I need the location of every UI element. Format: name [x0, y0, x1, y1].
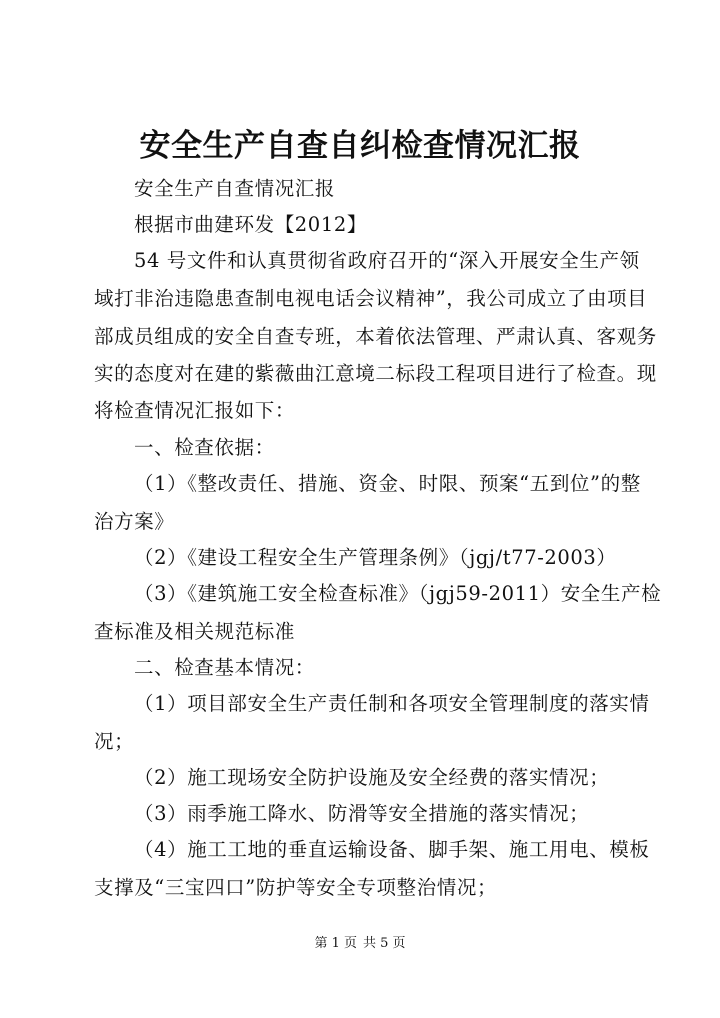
body-line: 54 号文件和认真贯彻省政府召开的“深入开展安全生产领: [134, 249, 640, 272]
document-title: 安全生产自查自纠检查情况汇报: [139, 128, 581, 164]
basis-item: （1）《整改责任、措施、资金、时限、预案“五到位”的整: [134, 472, 641, 495]
page-number: 第 1 页: [314, 936, 357, 951]
basis-line: 根据市曲建环发【2012】: [134, 213, 367, 236]
section-heading: 一、检查依据：: [134, 436, 275, 459]
basis-item-continuation: 治方案》: [94, 510, 175, 533]
inspection-item: （1）项目部安全生产责任制和各项安全管理制度的落实情: [134, 692, 650, 715]
inspection-item: （2）施工现场安全防护设施及安全经费的落实情况；: [134, 766, 610, 789]
section-heading: 二、检查基本情况：: [134, 656, 315, 679]
inspection-item-continuation: 支撑及“三宝四口”防护等安全专项整治情况；: [94, 876, 498, 899]
subtitle-line: 安全生产自查情况汇报: [134, 177, 336, 200]
basis-item: （3）《建筑施工安全检查标准》（jgj59-2011）安全生产检: [134, 582, 662, 605]
body-line: 部成员组成的安全自查专班，本着依法管理、严肃认真、客观务: [94, 325, 657, 348]
basis-item: （2）《建设工程安全生产管理条例》（jgj/t77-2003）: [134, 546, 617, 569]
inspection-item: （4）施工工地的垂直运输设备、脚手架、施工用电、模板: [134, 838, 650, 861]
body-line: 实的态度对在建的紫薇曲江意境二标段工程项目进行了检查。现: [94, 362, 657, 385]
page-footer: [0, 935, 720, 953]
page-total: 共 5 页: [363, 936, 406, 951]
inspection-item: （3）雨季施工降水、防滑等安全措施的落实情况；: [134, 802, 590, 825]
body-line: 域打非治违隐患查制电视电话会议精神”，我公司成立了由项目: [94, 287, 648, 310]
inspection-item-continuation: 况；: [94, 730, 135, 753]
basis-item-continuation: 查标准及相关规范标准: [94, 620, 296, 643]
body-line: 将检查情况汇报如下：: [94, 399, 296, 422]
